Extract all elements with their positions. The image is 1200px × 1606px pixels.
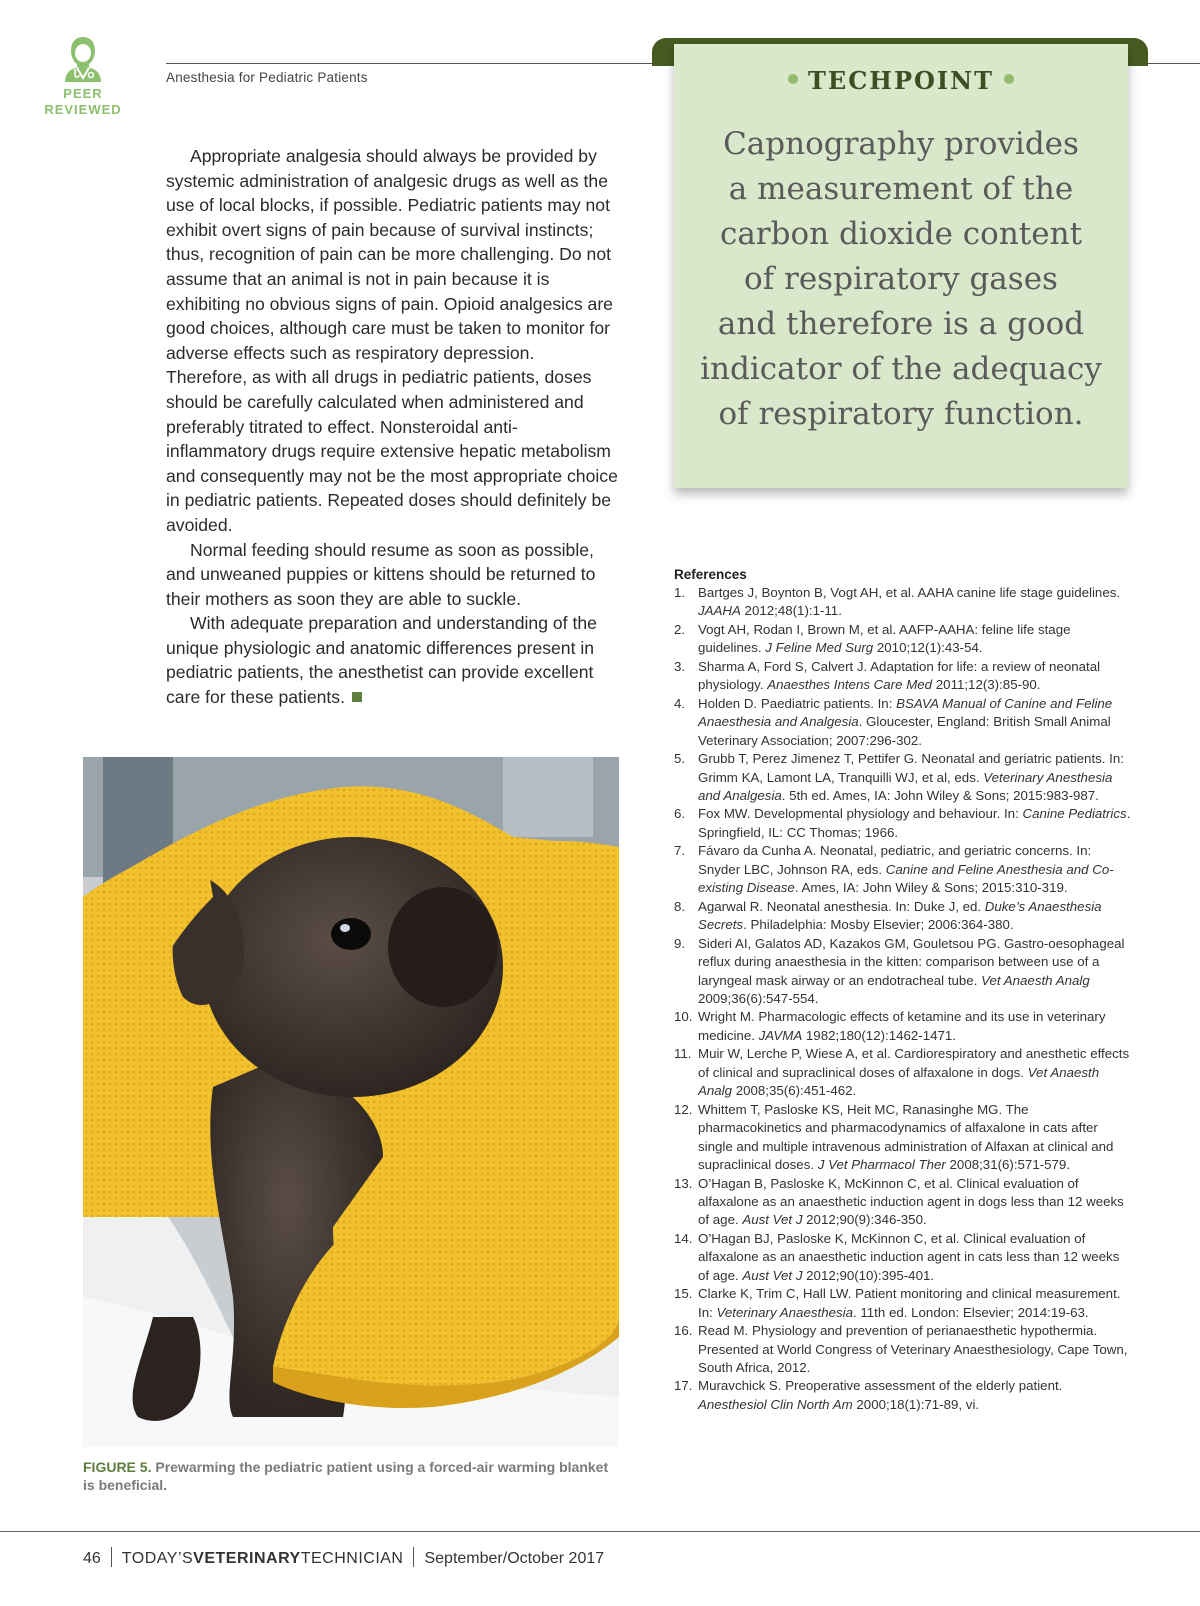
page-footer [83,1547,604,1568]
reference-item [674,1230,1134,1285]
doctor-icon [61,34,105,82]
reference-number: 1. [674,585,686,600]
page-number: 46 [83,1550,101,1567]
reference-text: Holden D. Paediatric patients. In: [698,695,897,711]
footer-rule [0,1531,1200,1532]
reference-text: Whittem T, Pasloske KS, Heit MC, Ranasinghe MG. The pharmacokinetics and pharmacodynamics of alfaxalone in cats after single and multiple intravenous administration of Alfaxan at clinical and supraclinical doses. [698,1101,1114,1173]
puppy-in-towel-image [83,757,619,1447]
reference-number: 11. [674,1046,692,1062]
reference-number: 6. [674,806,686,822]
bullet-dot-icon [1004,74,1014,84]
peer-reviewed-badge [38,34,128,118]
techpoint-line: of respiratory gases [744,261,1058,297]
reference-item [674,935,1134,1009]
issue-date: September/October 2017 [424,1550,605,1567]
reference-number: 8. [674,898,686,914]
bullet-dot-icon [788,74,798,84]
reference-number: 12. [674,1101,693,1117]
reference-text: Wright M. Pharmacologic effects of ketamine and its use in veterinary medicine. [698,1009,1106,1043]
reference-number: 5. [674,751,686,767]
reference-text: 2011;12(3):85-90. [932,677,1041,693]
reference-item [674,658,1134,695]
reference-title: Veterinary Anesthesia and Analgesia [698,769,1113,803]
reference-title: J Feline Med Surg [765,640,874,656]
reference-text: 2008;35(6):451-462. [732,1083,857,1099]
techpoint-quote [688,122,1114,437]
reference-item [674,1285,1134,1322]
reference-text: Sharma A, Ford S, Calvert J. Adaptation for life: a review of neonatal physiology. [698,658,1101,693]
reference-text: . 11th ed. London: Elsevier; 2014:19-63. [852,1304,1089,1320]
body-paragraph-1: Appropriate analgesia should always be provided by systemic administration of analgesic drugs as well as the use of local blocks, if possible. Pediatric patients may not exhibit overt signs of pain because of survival instincts; thus, recognition of pain can be more challenging. Do not assume that an animal is not in pain because it is exhibiting no obvious signs of pain. Opioid analgesics are good choices, although care must be taken to monitor for adverse effects such as respiratory depression. Therefore, as with all drugs in pediatric patients, doses should be carefully calculated when administered and preferably titrated to effect. Nonsteroidal anti-inflammatory drugs require extensive hepatic metabolism and consequently may not be the most appropriate choice in pediatric patients. Repeated doses should definitely be avoided. [166,146,618,535]
techpoint-line: carbon dioxide content [719,216,1083,252]
reference-text: Fox MW. Developmental physiology and behaviour. In: [698,806,1023,822]
brand-part-2: VETERINARY [193,1550,301,1567]
footer-separator [413,1547,414,1567]
reference-number: 16. [674,1323,693,1339]
reference-text: 2012;90(9):346-350. [802,1212,927,1228]
reference-item [674,1322,1134,1377]
reference-item [674,1175,1134,1230]
reference-text: O’Hagan BJ, Pasloske K, McKinnon C, et al. Clinical evaluation of alfaxalone as an anaesthetic induction agent in cats less than 12 weeks of age. [698,1230,1120,1283]
reference-number: 9. [674,935,686,951]
reference-item [674,842,1134,897]
reference-title: JAVMA [758,1027,803,1043]
reference-title: JAAHA [698,603,741,619]
reference-text: . Philadelphia: Mosby Elsevier; 2006:364-380. [743,917,1014,933]
footer-separator [111,1547,112,1567]
techpoint-line: a measurement of the [728,171,1074,207]
article-body [166,144,618,710]
reference-text: . 5th ed. Ames, IA: John Wiley & Sons; 2015:983-987. [781,787,1099,803]
reference-title: Vet Anaesth Analg [981,972,1090,988]
reference-title: J Vet Pharmacol Ther [817,1157,946,1173]
reference-item [674,1045,1134,1100]
running-head: Anesthesia for Pediatric Patients [166,70,368,85]
reference-text: 2012;90(10):395-401. [802,1267,935,1283]
reference-text: Bartges J, Boynton B, Vogt AH, et al. AAHA canine life stage guidelines. [698,585,1121,600]
techpoint-line: Capnography provides [723,126,1079,162]
reference-number: 13. [674,1175,693,1191]
reference-title: Anaesthes Intens Care Med [767,677,933,693]
reference-item [674,805,1134,842]
header-rule-right [1148,63,1200,64]
reference-item [674,584,1134,621]
reference-text: . Ames, IA: John Wiley & Sons; 2015:310-319. [794,880,1068,896]
reference-text: Grubb T, Perez Jimenez T, Pettifer G. Neonatal and geriatric patients. In: Grimm KA, Lamont LA, Tranquilli WJ, et al, eds. [698,751,1124,785]
header-rule-left [166,63,652,64]
techpoint-line: indicator of the adequacy [700,351,1102,387]
reference-number: 2. [674,621,686,637]
reference-title: Aust Vet J [742,1267,803,1283]
reference-title: Aust Vet J [742,1212,803,1228]
reference-text: Agarwal R. Neonatal anesthesia. In: Duke J, ed. [698,898,985,914]
reference-number: 10. [674,1009,693,1025]
reference-text: Sideri AI, Galatos AD, Kazakos GM, Gouletsou PG. Gastro-oesophageal reflux during anaesthesia in the kitten: comparison between use of a laryngeal mask airway or an endotracheal tube. [698,935,1125,988]
badge-line-1: PEER [63,86,103,101]
techpoint-title-text: TECHPOINT [808,66,994,95]
reference-title: Veterinary Anaesthesia [716,1304,853,1320]
reference-title: Canine Pediatrics [1022,806,1127,822]
techpoint-line: and therefore is a good [717,306,1085,342]
reference-text: Vogt AH, Rodan I, Brown M, et al. AAFP-AAHA: feline life stage guidelines. [698,621,1071,656]
reference-text: 2000;18(1):71-89, vi. [852,1396,980,1412]
reference-text: Fávaro da Cunha A. Neonatal, pediatric, and geriatric concerns. In: Snyder LBC, Johnson RA, eds. [698,843,1092,877]
reference-item [674,621,1134,658]
reference-item [674,898,1134,935]
reference-item [674,1008,1134,1045]
reference-text: 2012;48(1):1-11. [740,603,842,619]
reference-number: 14. [674,1230,693,1246]
figure-caption [83,1458,623,1494]
reference-item [674,1377,1134,1414]
reference-title: Duke’s Anaesthesia Secrets [698,898,1102,933]
body-paragraph-3-text: With adequate preparation and understanding of the unique physiologic and anatomic differences present in pediatric patients, the anesthetist can provide excellent care for these patients. [166,613,597,708]
reference-number: 17. [674,1378,693,1394]
reference-text: Read M. Physiology and prevention of perianaesthetic hypothermia. Presented at World Congress of Veterinary Anaesthesiology, Cape Town, South Africa, 2012. [698,1323,1128,1376]
reference-text: . Gloucester, England: British Small Animal Veterinary Association; 2007:296-302. [698,714,1111,748]
figure-photo [83,757,619,1447]
reference-text: 2010;12(1):43-54. [873,640,983,656]
reference-number: 7. [674,843,686,859]
reference-item [674,695,1134,750]
brand-part-3: TECHNICIAN [300,1550,404,1567]
reference-item [674,1101,1134,1175]
figure-label: FIGURE 5. [83,1459,152,1475]
reference-item [674,750,1134,805]
references-list [674,584,1134,1414]
reference-title: Anesthesiol Clin North Am [698,1396,853,1412]
end-mark-icon [352,692,362,702]
reference-text: O’Hagan B, Pasloske K, McKinnon C, et al. Clinical evaluation of alfaxalone as an anaesthetic induction agent in dogs less than 12 weeks of age. [698,1175,1124,1228]
reference-text: 2009;36(6):547-554. [698,990,819,1006]
reference-text: Muir W, Lerche P, Wiese A, et al. Cardiorespiratory and anesthetic effects of clinical and supraclinical doses of alfaxalone in dogs. [698,1046,1130,1080]
reference-text: Muravchick S. Preoperative assessment of the elderly patient. [698,1378,1063,1394]
reference-text: 1982;180(12):1462-1471. [802,1027,956,1043]
reference-number: 3. [674,658,686,674]
body-paragraph-2: Normal feeding should resume as soon as possible, and unweaned puppies or kittens should be returned to their mothers as soon they are able to suckle. [166,539,596,609]
reference-title: Canine and Feline Anesthesia and Co-existing Disease [698,861,1114,896]
reference-text: Clarke K, Trim C, Hall LW. Patient monitoring and clinical measurement. In: [698,1286,1121,1320]
reference-number: 15. [674,1286,693,1302]
badge-line-2: REVIEWED [44,102,122,117]
techpoint-title [674,66,1128,95]
reference-title: Vet Anaesth Analg [698,1064,1100,1099]
body-paragraph-3 [166,611,618,709]
figure-caption-text: Prewarming the pediatric patient using a forced-air warming blanket is beneficial. [83,1459,609,1493]
references-heading: References [674,567,747,582]
reference-number: 4. [674,695,686,711]
techpoint-line: of respiratory function. [718,396,1084,432]
reference-text: . Springfield, IL: CC Thomas; 1966. [698,806,1131,840]
reference-title: BSAVA Manual of Canine and Feline Anaesthesia and Analgesia [698,695,1113,730]
techpoint-box [674,44,1128,488]
reference-text: 2008;31(6):571-579. [945,1157,1071,1173]
brand-part-1: TODAY’S [121,1550,194,1567]
